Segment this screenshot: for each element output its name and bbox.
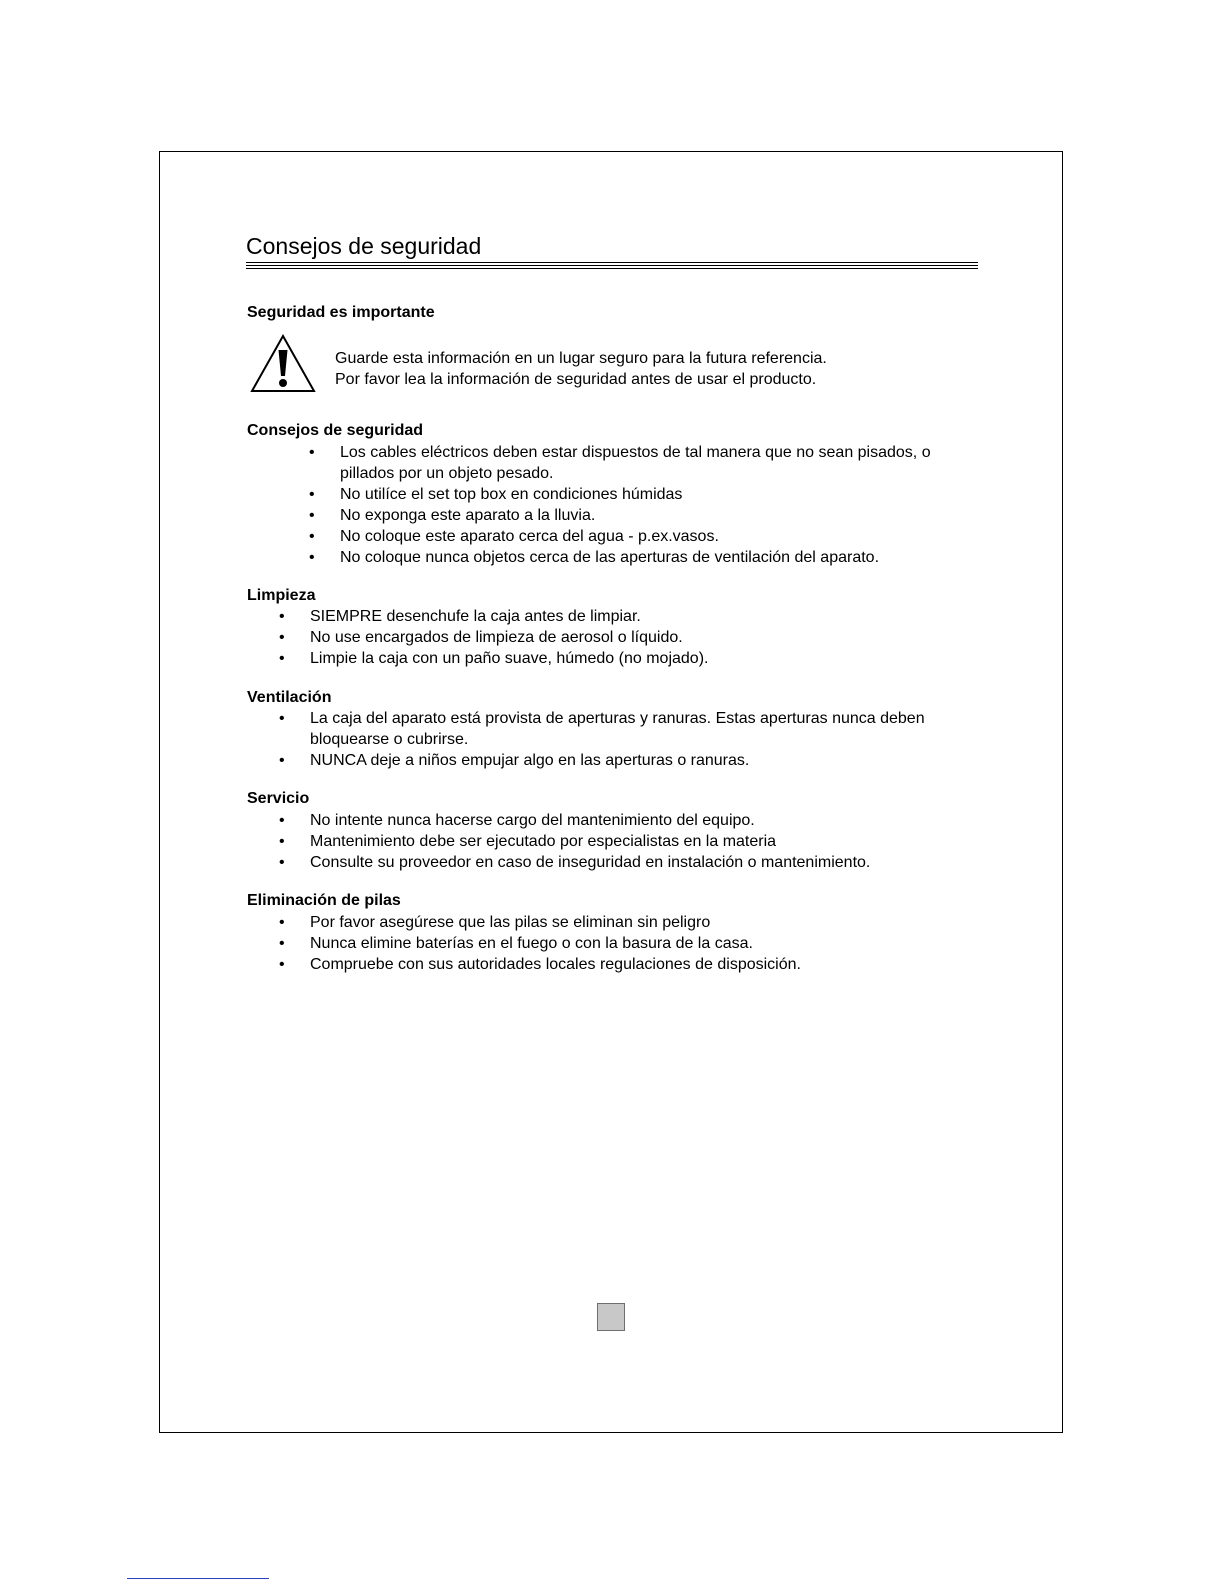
heading-ventilacion: Ventilación [247,689,332,706]
list-item [279,912,801,933]
list-item-line: • La caja del aparato está provista de aperturas y ranuras. Estas aperturas nunca deben [310,710,925,727]
list-item-text: No exponga este aparato a la lluvia. [340,507,596,524]
list-item [309,526,931,547]
list-item [279,750,925,771]
list-item-text: Consulte su proveedor en caso de inseguridad en instalación o mantenimiento. [310,854,871,871]
list-item [279,954,801,975]
list-item-text: Compruebe con sus autoridades locales regulaciones de disposición. [310,956,801,973]
title-rule-line-1 [246,262,978,263]
page-number-box [597,1303,625,1331]
list-item [309,547,931,568]
title-rule-line-2 [246,265,978,266]
list-item [279,810,870,831]
limpieza-list [279,606,708,669]
list-item [309,505,931,526]
list-item-text: Mantenimiento debe ser ejecutado por especialistas en la materia [310,833,777,850]
list-item-text: No coloque este aparato cerca del agua - p.ex.vasos. [340,528,719,545]
list-item [309,484,931,505]
heading-consejos-de-seguridad: Consejos de seguridad [247,422,424,439]
list-item [279,627,708,648]
importante-line-2: Por favor lea la información de seguridad antes de usar el producto. [335,371,817,388]
servicio-list [279,810,870,873]
title-rule-line-3 [246,268,978,269]
list-item-line: • Los cables eléctricos deben estar dispuestos de tal manera que no sean pisados, o [340,444,931,461]
list-item [279,606,708,627]
heading-limpieza: Limpieza [247,587,316,604]
importante-line-1: Guarde esta información en un lugar seguro para la futura referencia. [335,350,827,367]
pilas-list [279,912,801,975]
list-item-text: No utilíce el set top box en condiciones húmidas [340,486,683,503]
heading-servicio: Servicio [247,790,310,807]
list-item [279,831,870,852]
title-underline [246,262,978,270]
list-item [279,933,801,954]
list-item-text: SIEMPRE desenchufe la caja antes de limpiar. [310,608,641,625]
ventilacion-list [279,708,925,771]
footer-link-line [127,1578,269,1579]
list-item-text: Limpie la caja con un paño suave, húmedo (no mojado). [310,650,709,667]
list-item-text: NUNCA deje a niños empujar algo en las aperturas o ranuras. [310,752,750,769]
page-title: Consejos de seguridad [246,233,482,259]
list-item-text: No use encargados de limpieza de aerosol o líquido. [310,629,683,646]
list-item [279,708,925,750]
list-item-line: pillados por un objeto pesado. [340,465,554,482]
list-item [279,648,708,669]
list-item [279,852,870,873]
list-item-text: Nunca elimine baterías en el fuego o con la basura de la casa. [310,935,753,952]
heading-seguridad-importante: Seguridad es importante [247,304,435,321]
list-item [309,442,931,484]
consejos-list [309,442,931,568]
list-item-text: Por favor asegúrese que las pilas se eliminan sin peligro [310,914,711,931]
list-item-line: bloquearse o cubrirse. [310,731,469,748]
heading-eliminacion-de-pilas: Eliminación de pilas [247,892,401,909]
list-item-text: No intente nunca hacerse cargo del mantenimiento del equipo. [310,812,755,829]
warning-triangle-icon [250,334,316,394]
list-item-text: No coloque nunca objetos cerca de las aperturas de ventilación del aparato. [340,549,880,566]
